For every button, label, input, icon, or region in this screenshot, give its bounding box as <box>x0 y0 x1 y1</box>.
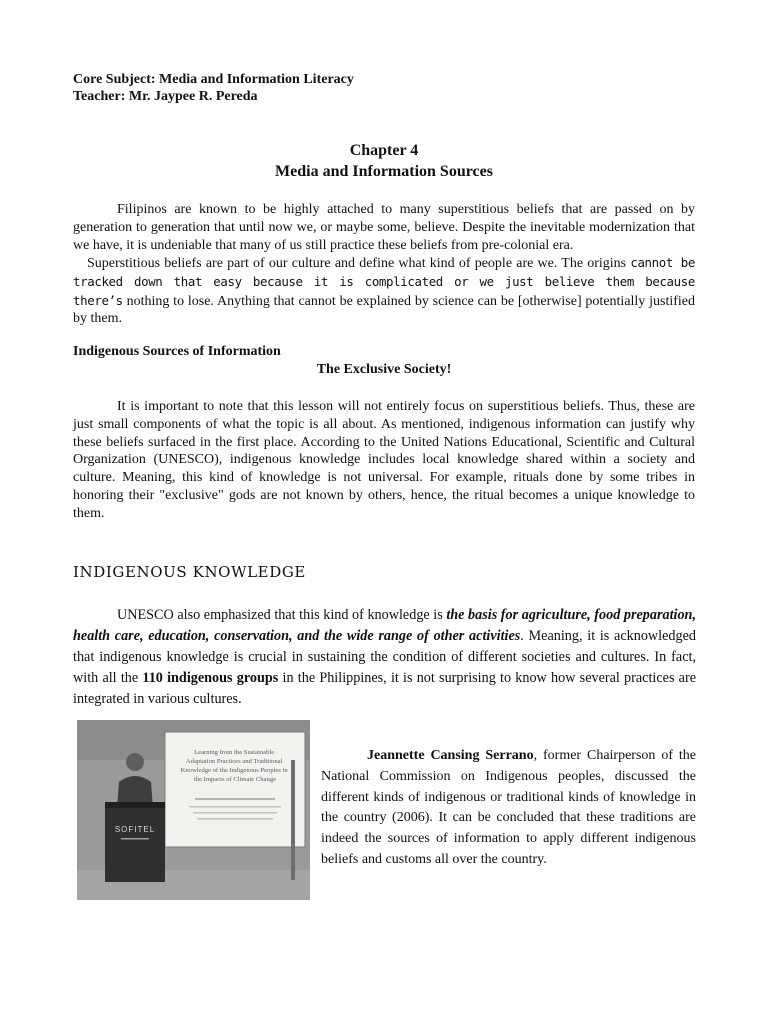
chapter-title: Media and Information Sources <box>275 163 493 180</box>
speaker-head <box>126 753 144 771</box>
slide-text-lines <box>195 798 275 800</box>
chapter-number: Chapter 4 <box>349 142 419 159</box>
slide-line-1: Learning from the Sustainable <box>194 749 275 756</box>
exclusive-society-subheading: The Exclusive Society! <box>316 362 452 377</box>
podium-logo: SOFITEL <box>114 825 156 834</box>
slide-text-lines-2 <box>189 806 281 808</box>
podium <box>105 802 165 882</box>
ik-text-2: . Meaning, it is acknowledged that indigenous knowledge is crucial in sustaining the condition of different societies and cultures. In fact, with all the <box>73 628 696 686</box>
flag-pole <box>291 760 295 880</box>
ik-text-3: in the Philippines, it is not surprising to know how several practices are integrated in various cultures. <box>73 670 697 707</box>
core-subject-line: Core Subject: Media and Information Literacy <box>73 72 354 87</box>
intro-paragraph-1: Filipinos are known to be highly attached to many superstitious beliefs that are passed on by generation to generation that until now we, or maybe some, believe. Despite the inevitable modernization that we have, it is undeniable that many of us still practice these beliefs from pre-colonial era. <box>73 202 695 253</box>
slide-text-lines-3 <box>193 812 277 814</box>
caption-name: Jeannette Cansing Serrano <box>367 748 534 763</box>
ik-emphasis: the basis for agriculture, food preparation, health care, education, conservation, and the wide range of other activities <box>73 607 696 644</box>
ik-bold-groups: 110 indigenous groups <box>142 670 279 686</box>
indigenous-sources-heading: Indigenous Sources of Information <box>73 344 281 359</box>
slide-line-3: Knowledge of the Indigenous Peoples in <box>180 767 288 774</box>
slide-line-4: the Impacts of Climate Change <box>193 776 277 783</box>
intro-paragraph-2 <box>73 254 695 328</box>
indigenous-sources-paragraph: It is important to note that this lesson will not entirely focus on superstitious beliefs. Thus, these are just small components of what the topic is all about. As mentioned, indigenous information can justify why these beliefs surfaced in the first place. According to the United Nations Educational, Scientific and Cultural Organization (UNESCO), indigenous knowledge includes local knowledge shared within a society and culture. Meaning, this kind of knowledge is not universal. For example, rituals done by some tribes in honoring their "exclusive" gods are not known by others, hence, the ritual becomes a unique knowledge to them. <box>73 399 695 521</box>
podium-top <box>105 802 165 808</box>
ik-text-1: UNESCO also emphasized that this kind of knowledge is <box>117 607 447 623</box>
conference-photo <box>77 720 310 900</box>
slide-line-2: Adaptation Practices and Traditional <box>185 758 283 765</box>
photo-caption-paragraph <box>321 746 696 871</box>
intro-p2-end: nothing to lose. Anything that cannot be explained by science can be [otherwise] potentially justified by them. <box>73 293 695 327</box>
intro-p2-mono: cannot be tracked down that easy because it is complicated or we just believe them because there’s <box>73 255 696 308</box>
podium-logo-line <box>121 838 149 840</box>
indigenous-knowledge-paragraph <box>73 605 696 710</box>
teacher-line: Teacher: Mr. Jaypee R. Pereda <box>73 89 258 104</box>
indigenous-knowledge-heading: INDIGENOUS KNOWLEDGE <box>73 563 306 581</box>
caption-text: , former Chairperson of the National Commission on Indigenous peoples, discussed the different kinds of indigenous or traditional kinds of knowledge in the country (2006). It can be concluded that these traditions are indeed the sources of information to apply different indigenous beliefs and customs all over the country. <box>321 748 696 867</box>
slide-text-lines-4 <box>197 818 273 820</box>
intro-p2-start: Superstitious beliefs are part of our culture and define what kind of people are we. The origins <box>87 256 627 271</box>
